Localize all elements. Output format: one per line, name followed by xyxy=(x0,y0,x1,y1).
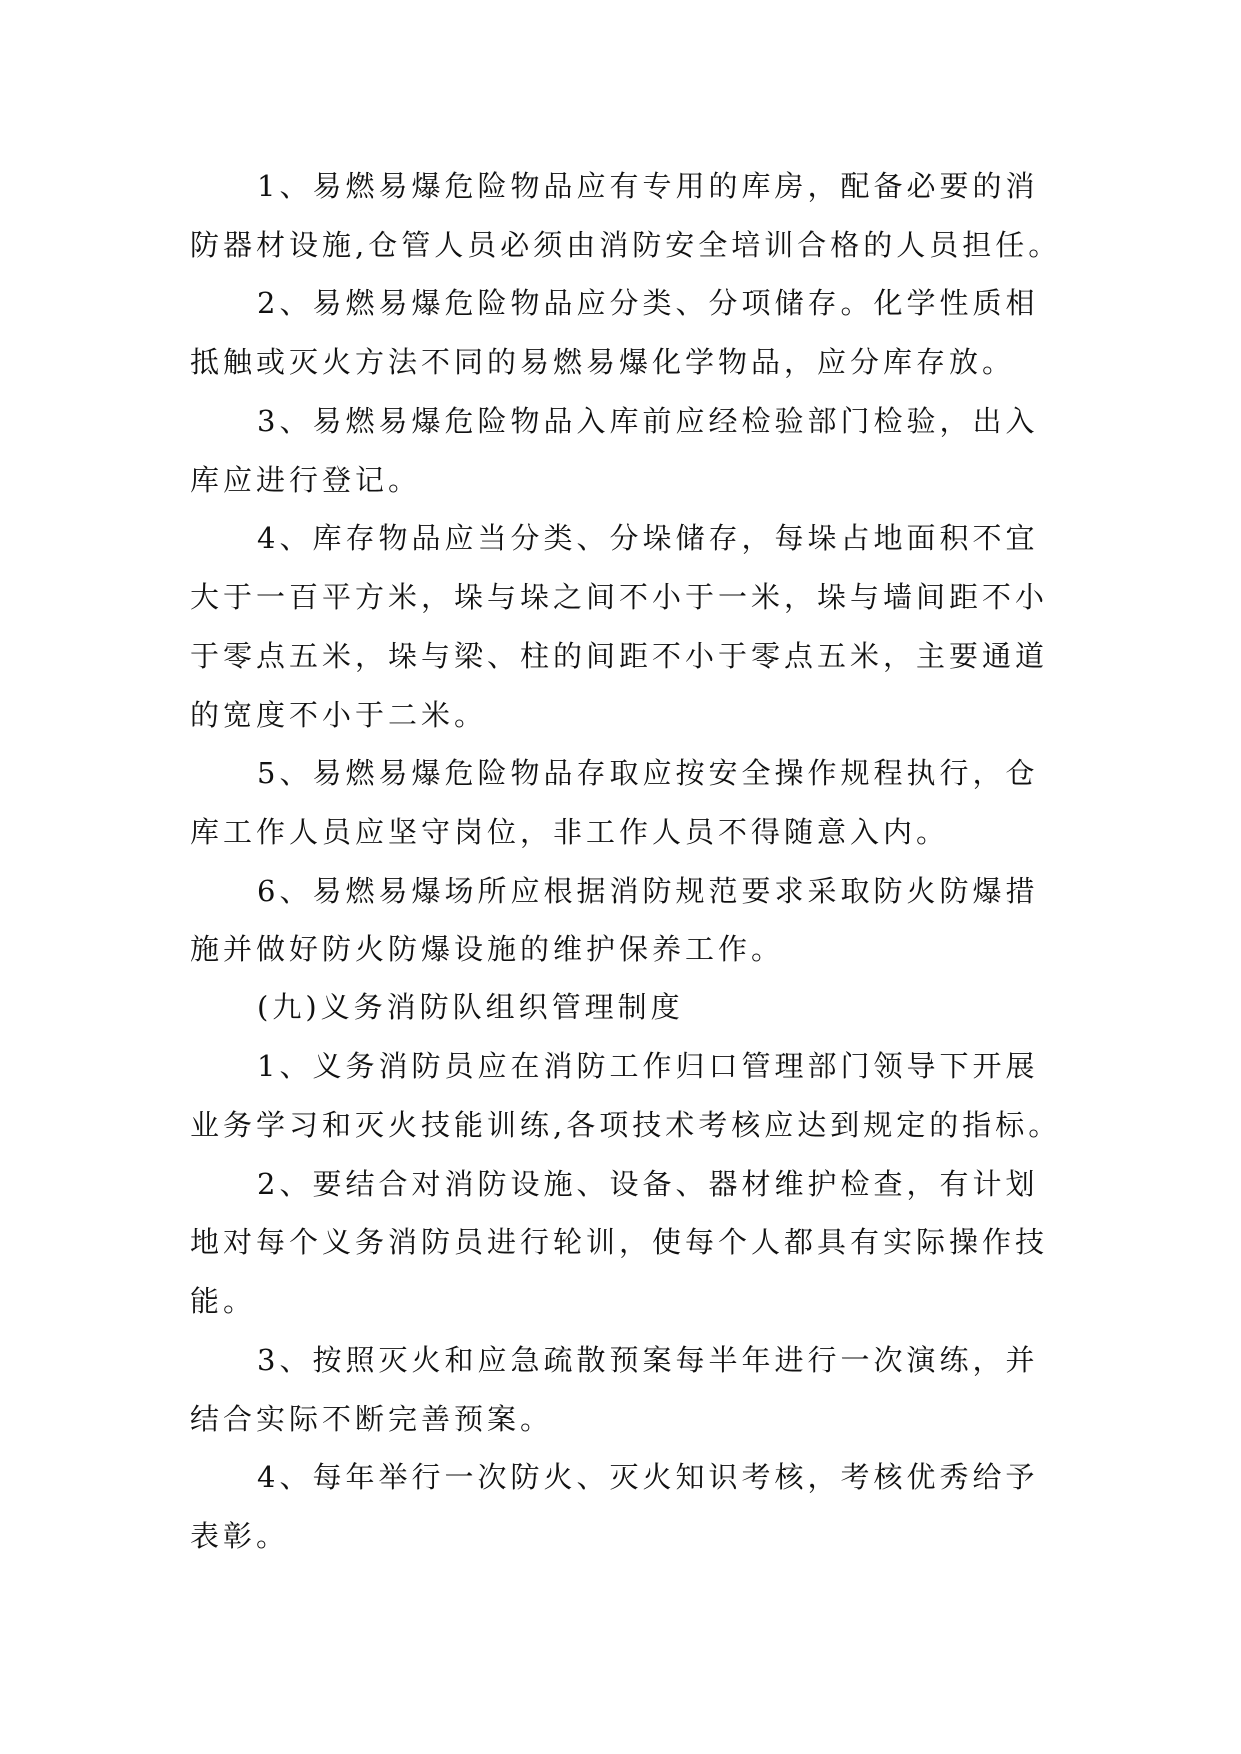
paragraph-5-line-2: 库工作人员应坚守岗位，非工作人员不得随意入内。 xyxy=(190,815,950,849)
paragraph-4-line-4: 的宽度不小于二米。 xyxy=(190,698,488,732)
paragraph-4-line-3: 于零点五米，垛与梁、柱的间距不小于零点五米，主要通道 xyxy=(190,639,1049,673)
paragraph-1-line-2: 防器材设施,仓管人员必须由消防安全培训合格的人员担任。 xyxy=(190,228,1062,262)
paragraph-3-line-2: 库应进行登记。 xyxy=(190,463,422,497)
paragraph-7-line-1: 1、义务消防员应在消防工作归口管理部门领导下开展 xyxy=(257,1049,1039,1083)
paragraph-10-line-1: 4、每年举行一次防火、灭火知识考核，考核优秀给予 xyxy=(257,1460,1039,1494)
paragraph-8-line-2: 地对每个义务消防员进行轮训，使每个人都具有实际操作技 xyxy=(190,1225,1049,1259)
paragraph-4-line-1: 4、库存物品应当分类、分垛储存，每垛占地面积不宜 xyxy=(257,521,1039,555)
paragraph-6-line-2: 施并做好防火防爆设施的维护保养工作。 xyxy=(190,932,785,966)
section-heading: (九)义务消防队组织管理制度 xyxy=(257,990,684,1024)
paragraph-2-line-2: 抵触或灭火方法不同的易燃易爆化学物品，应分库存放。 xyxy=(190,345,1016,379)
paragraph-8-line-3: 能。 xyxy=(190,1284,257,1318)
paragraph-4-line-2: 大于一百平方米，垛与垛之间不小于一米，垛与墙间距不小 xyxy=(190,580,1049,614)
paragraph-8-line-1: 2、要结合对消防设施、设备、器材维护检查，有计划 xyxy=(257,1167,1039,1201)
paragraph-3-line-1: 3、易燃易爆危险物品入库前应经检验部门检验，出入 xyxy=(257,404,1039,438)
paragraph-2-line-1: 2、易燃易爆危险物品应分类、分项储存。化学性质相 xyxy=(257,286,1039,320)
paragraph-7-line-2: 业务学习和灭火技能训练,各项技术考核应达到规定的指标。 xyxy=(190,1108,1062,1142)
paragraph-9-line-2: 结合实际不断完善预案。 xyxy=(190,1402,554,1436)
paragraph-9-line-1: 3、按照灭火和应急疏散预案每半年进行一次演练，并 xyxy=(257,1343,1039,1377)
paragraph-5-line-1: 5、易燃易爆危险物品存取应按安全操作规程执行，仓 xyxy=(257,756,1039,790)
paragraph-1-line-1: 1、易燃易爆危险物品应有专用的库房，配备必要的消 xyxy=(257,169,1039,203)
paragraph-10-line-2: 表彰。 xyxy=(190,1519,290,1553)
paragraph-6-line-1: 6、易燃易爆场所应根据消防规范要求采取防火防爆措 xyxy=(257,874,1039,908)
